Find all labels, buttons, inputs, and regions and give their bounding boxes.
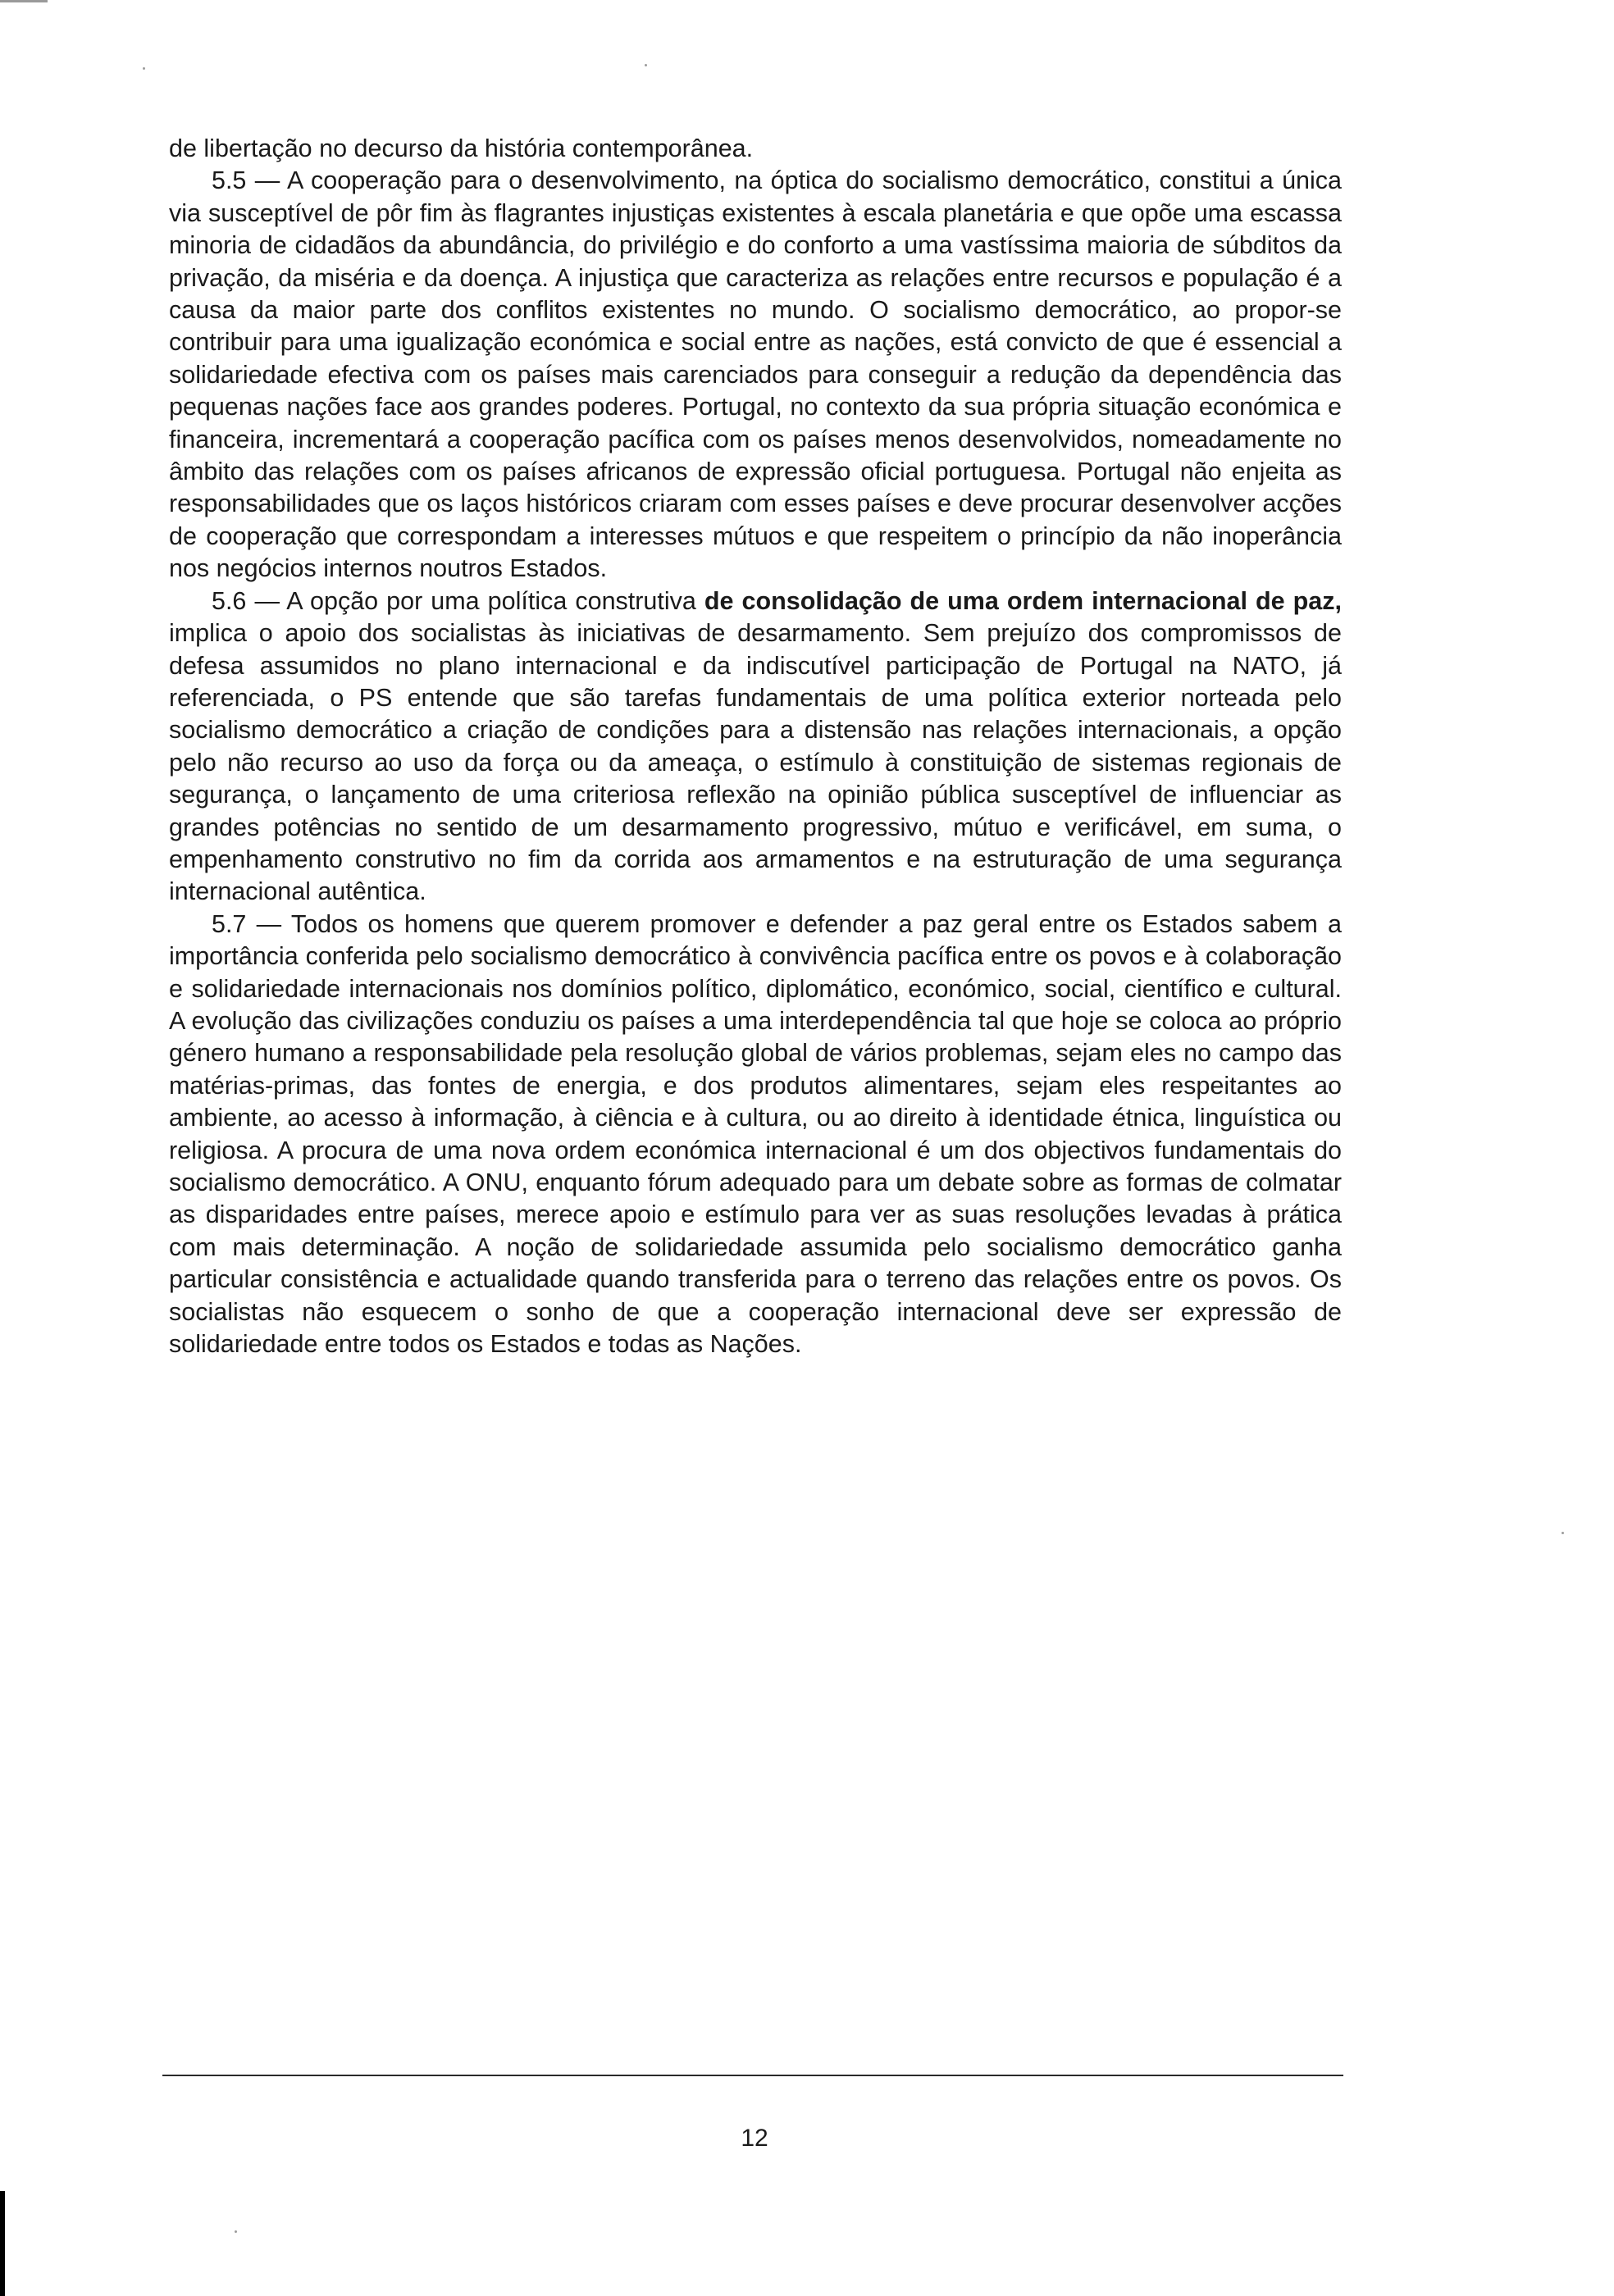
paragraph-section-5-5: 5.5 — A cooperação para o desenvolvimento, na óptica do socialismo democrático, constitui a única via susceptível de pôr fim às flagrantes injustiças existentes à escala planetária e que opõe uma escassa minoria de cidadãos da abundância, do privilégio e do conforto a uma vastíssima maioria de súbditos da privação, da miséria e da doença. A injustiça que caracteriza as relações entre recursos e população é a causa da maior parte dos conflitos existentes no mundo. O socialismo democrático, ao propor-se contribuir para uma igualização económica e social entre as nações, está convicto de que é essencial a solidariedade efectiva com os países mais carenciados para conseguir a redução da dependência das pequenas nações face aos grandes poderes. Portugal, no contexto da sua própria situação económica e financeira, incrementará a cooperação pacífica com os países menos desenvolvidos, nomeadamente no âmbito das relações com os países africanos de expressão oficial portuguesa. Portugal não enjeita as responsabilidades que os laços históricos criaram com esses países e deve procurar desenvolver acções de cooperação que correspondam a interesses mútuos e que respeitem o princípio da não inoperância nos negócios internos noutros Estados.	[169, 166, 1342, 583]
scan-edge-mark-top	[0, 0, 48, 2]
scan-edge-mark-left	[0, 2191, 5, 2296]
paragraph-5-6-lead: 5.6 — A opção por uma política construtiva	[212, 586, 704, 615]
paragraph-section-5-6	[169, 585, 1342, 909]
document-body	[169, 133, 1342, 1360]
scan-speck	[645, 64, 647, 66]
page-number: 12	[741, 2125, 768, 2152]
paragraph-continuation: de libertação no decurso da história contemporânea.	[169, 134, 754, 162]
footer-rule	[162, 2075, 1343, 2076]
paragraph-5-6-body: implica o apoio dos socialistas às iniciativas de desarmamento. Sem prejuízo dos compromissos de defesa assumidos no plano internacional e da indiscutível participação de Portugal na NATO, já referenciada, o PS entende que são tarefas fundamentais de uma política exterior norteada pelo socialismo democrático a criação de condições para a distensão nas relações internacionais, a opção pelo não recurso ao uso da força ou da ameaça, o estímulo à constituição de sistemas regionais de segurança, o lançamento de uma criteriosa reflexão na opinião pública susceptível de influenciar as grandes potências no sentido de um desarmamento progressivo, mútuo e verificável, em suma, o empenhamento construtivo no fim da corrida aos armamentos e na estruturação de uma segurança internacional autêntica.	[169, 619, 1342, 906]
scan-speck	[143, 67, 145, 70]
paragraph-5-6-emphasis: de consolidação de uma ordem internacional de paz,	[704, 586, 1342, 615]
paragraph-section-5-7: 5.7 — Todos os homens que querem promover e defender a paz geral entre os Estados sabem a importância conferida pelo socialismo democrático à convivência pacífica entre os povos e à colaboração e solidariedade internacionais nos domínios político, diplomático, económico, social, científico e cultural. A evolução das civilizações conduziu os países a uma interdependência tal que hoje se coloca ao próprio género humano a responsabilidade pela resolução global de vários problemas, sejam eles no campo das matérias-primas, das fontes de energia, e dos produtos alimentares, sejam eles respeitantes ao ambiente, ao acesso à informação, à ciência e à cultura, ou ao direito à identidade étnica, linguística ou religiosa. A procura de uma nova ordem económica internacional é um dos objectivos fundamentais do socialismo democrático. A ONU, enquanto fórum adequado para um debate sobre as formas de colmatar as disparidades entre países, merece apoio e estímulo para ver as suas resoluções levadas à prática com mais determinação. A noção de solidariedade assumida pelo socialismo democrático ganha particular consistência e actualidade quando transferida para o terreno das relações entre os povos. Os socialistas não esquecem o sonho de que a cooperação internacional deve ser expressão de solidariedade entre todos os Estados e todas as Nações.	[169, 909, 1342, 1359]
scan-speck	[1562, 1532, 1564, 1534]
scan-speck	[235, 2230, 237, 2233]
